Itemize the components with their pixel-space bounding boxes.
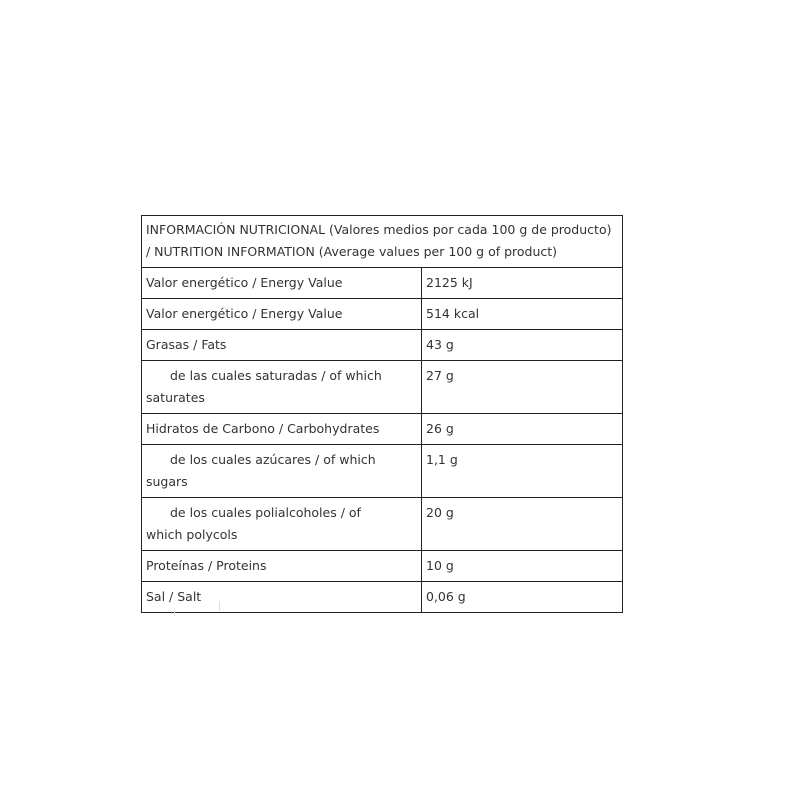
nutrient-label-part1: de las cuales saturadas / of which (170, 368, 382, 383)
nutrient-label-part2: which polycols (146, 527, 238, 542)
table-header-cell (142, 216, 623, 268)
stray-mark (174, 611, 175, 616)
stray-mark (219, 601, 220, 611)
nutrient-value: 27 g (422, 361, 623, 414)
nutrient-label: Valor energético / Energy Value (142, 268, 422, 299)
nutrient-value: 10 g (422, 551, 623, 582)
nutrient-label: Grasas / Fats (142, 330, 422, 361)
nutrient-value: 26 g (422, 414, 623, 445)
nutrient-value: 43 g (422, 330, 623, 361)
nutrient-label-part2: saturates (146, 390, 205, 405)
table-row (142, 498, 623, 551)
nutrient-label-part1: de los cuales azúcares / of which (170, 452, 376, 467)
header-line-spanish: INFORMACIÓN NUTRICIONAL (Valores medios por cada 100 g de producto) (146, 222, 612, 237)
nutrient-value: 514 kcal (422, 299, 623, 330)
header-line-english: / NUTRITION INFORMATION (Average values per 100 g of product) (146, 244, 558, 259)
table-row (142, 551, 623, 582)
nutrient-label (142, 361, 422, 414)
table-row (142, 361, 623, 414)
nutrient-label (142, 445, 422, 498)
table-row (142, 330, 623, 361)
nutrient-value: 20 g (422, 498, 623, 551)
table-row (142, 268, 623, 299)
table-row (142, 582, 623, 613)
nutrient-label-part1: de los cuales polialcoholes / of (170, 505, 361, 520)
nutrient-label: Sal / Salt (142, 582, 422, 613)
nutrient-value: 1,1 g (422, 445, 623, 498)
nutrient-label (142, 498, 422, 551)
nutrient-value: 0,06 g (422, 582, 623, 613)
nutrition-table (141, 215, 623, 613)
table-header-row (142, 216, 623, 268)
nutrient-label-part2: sugars (146, 474, 188, 489)
nutrient-label: Valor energético / Energy Value (142, 299, 422, 330)
nutrient-label: Hidratos de Carbono / Carbohydrates (142, 414, 422, 445)
nutrient-value: 2125 kJ (422, 268, 623, 299)
table-row (142, 445, 623, 498)
table-row (142, 414, 623, 445)
nutrient-label: Proteínas / Proteins (142, 551, 422, 582)
table-row (142, 299, 623, 330)
